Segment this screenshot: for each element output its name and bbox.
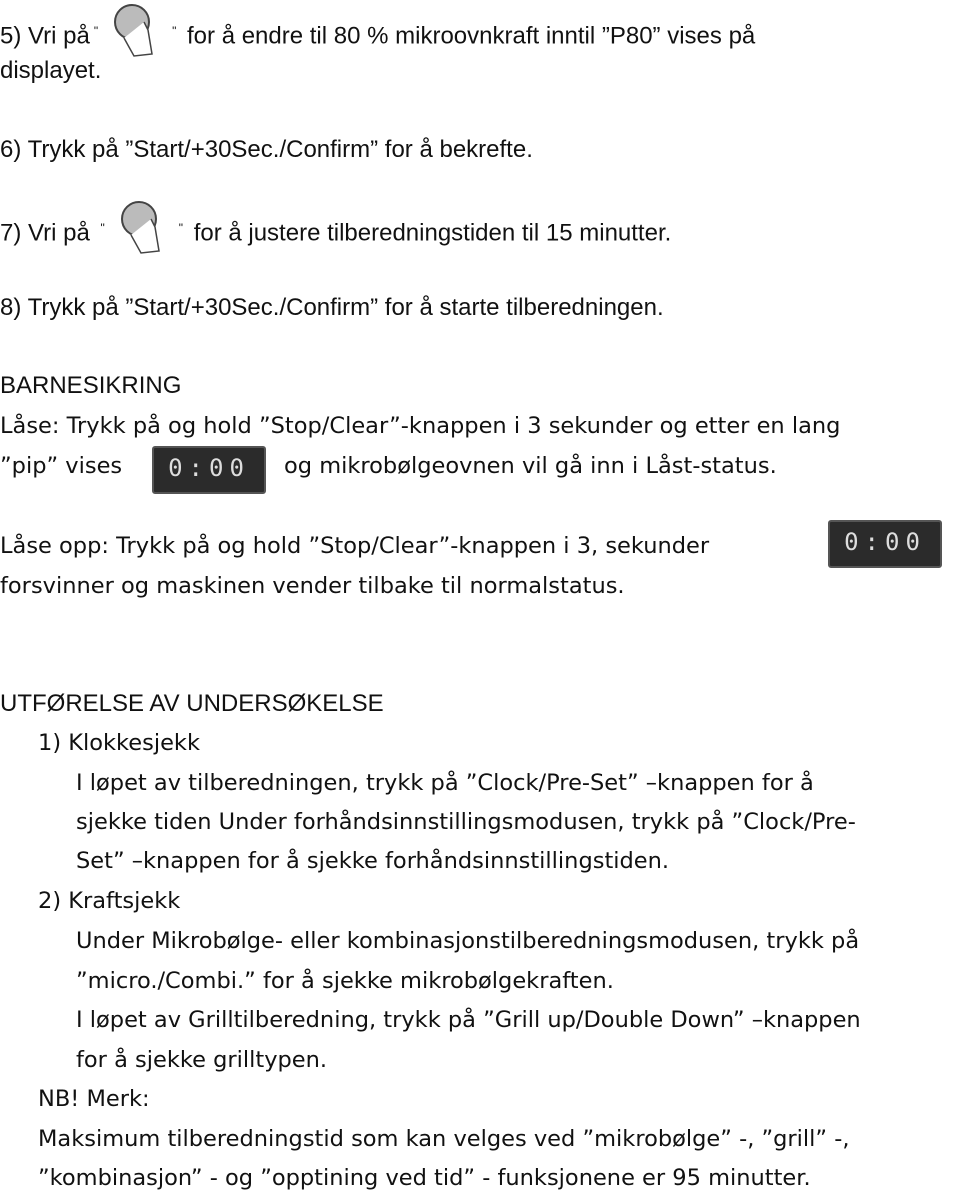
list-item: sjekke tiden Under forhåndsinnstillingsmodusen, trykk på ”Clock/Pre- xyxy=(76,809,856,835)
list-item: I løpet av Grilltilberedning, trykk på ”Grill up/Double Down” –knappen xyxy=(76,1007,861,1033)
unlock-line-2: forsvinner og maskinen vender tilbake til normalstatus. xyxy=(0,573,625,599)
step-8: 8) Trykk på ”Start/+30Sec./Confirm” for å starte tilberedningen. xyxy=(0,294,664,321)
note-text: Maksimum tilberedningstid som kan velges ved ”mikrobølge” -, ”grill” -, xyxy=(38,1126,850,1152)
text: 5) Vri på xyxy=(0,22,90,50)
child-lock-heading: BARNESIKRING xyxy=(0,372,182,399)
step-5-line-1: 5) Vri på " " for å endre til 80 % mikroovnkraft inntil ”P80” vises på xyxy=(0,16,755,58)
list-item: 2) Kraftsjekk xyxy=(38,888,181,914)
step-5-line-2: displayet. xyxy=(0,57,102,84)
lcd-display-icon xyxy=(152,446,266,494)
text: for å justere tilberedningstiden til 15 minutter. xyxy=(193,219,672,247)
display-text: 0:00 xyxy=(168,454,250,482)
text: for å endre til 80 % mikroovnkraft inntil ”P80” vises på xyxy=(187,22,756,50)
display-text: 0:00 xyxy=(844,528,926,556)
lock-line-2b: og mikrobølgeovnen vil gå inn i Låst-status. xyxy=(284,453,777,479)
knob-dial-icon xyxy=(104,2,166,58)
step-7: 7) Vri på " " for å justere tilberedningstiden til 15 minutter. xyxy=(0,213,671,255)
note-text: ”kombinasjon” - og ”opptining ved tid” - funksjonene er 95 minutter. xyxy=(38,1165,811,1191)
note-label: NB! Merk: xyxy=(38,1086,150,1112)
list-item: Set” –knappen for å sjekke forhåndsinnstillingstiden. xyxy=(76,848,670,874)
lock-line-2a: ”pip” vises xyxy=(0,453,123,479)
lcd-display-icon xyxy=(828,520,942,568)
list-item: I løpet av tilberedningen, trykk på ”Clock/Pre-Set” –knappen for å xyxy=(76,770,814,796)
list-item: Under Mikrobølge- eller kombinasjonstilberedningsmodusen, trykk på xyxy=(76,928,860,954)
inspection-heading: UTFØRELSE AV UNDERSØKELSE xyxy=(0,690,384,717)
unlock-line-1: Låse opp: Trykk på og hold ”Stop/Clear”-knappen i 3, sekunder xyxy=(0,533,710,559)
list-item: ”micro./Combi.” for å sjekke mikrobølgekraften. xyxy=(76,968,614,994)
list-item: for å sjekke grilltypen. xyxy=(76,1047,328,1073)
step-6: 6) Trykk på ”Start/+30Sec./Confirm” for å bekrefte. xyxy=(0,136,533,163)
lock-line-1: Låse: Trykk på og hold ”Stop/Clear”-knappen i 3 sekunder og etter en lang xyxy=(0,413,841,439)
knob-dial-icon xyxy=(111,199,173,255)
text: 7) Vri på xyxy=(0,219,90,247)
list-item: 1) Klokkesjekk xyxy=(38,730,200,756)
